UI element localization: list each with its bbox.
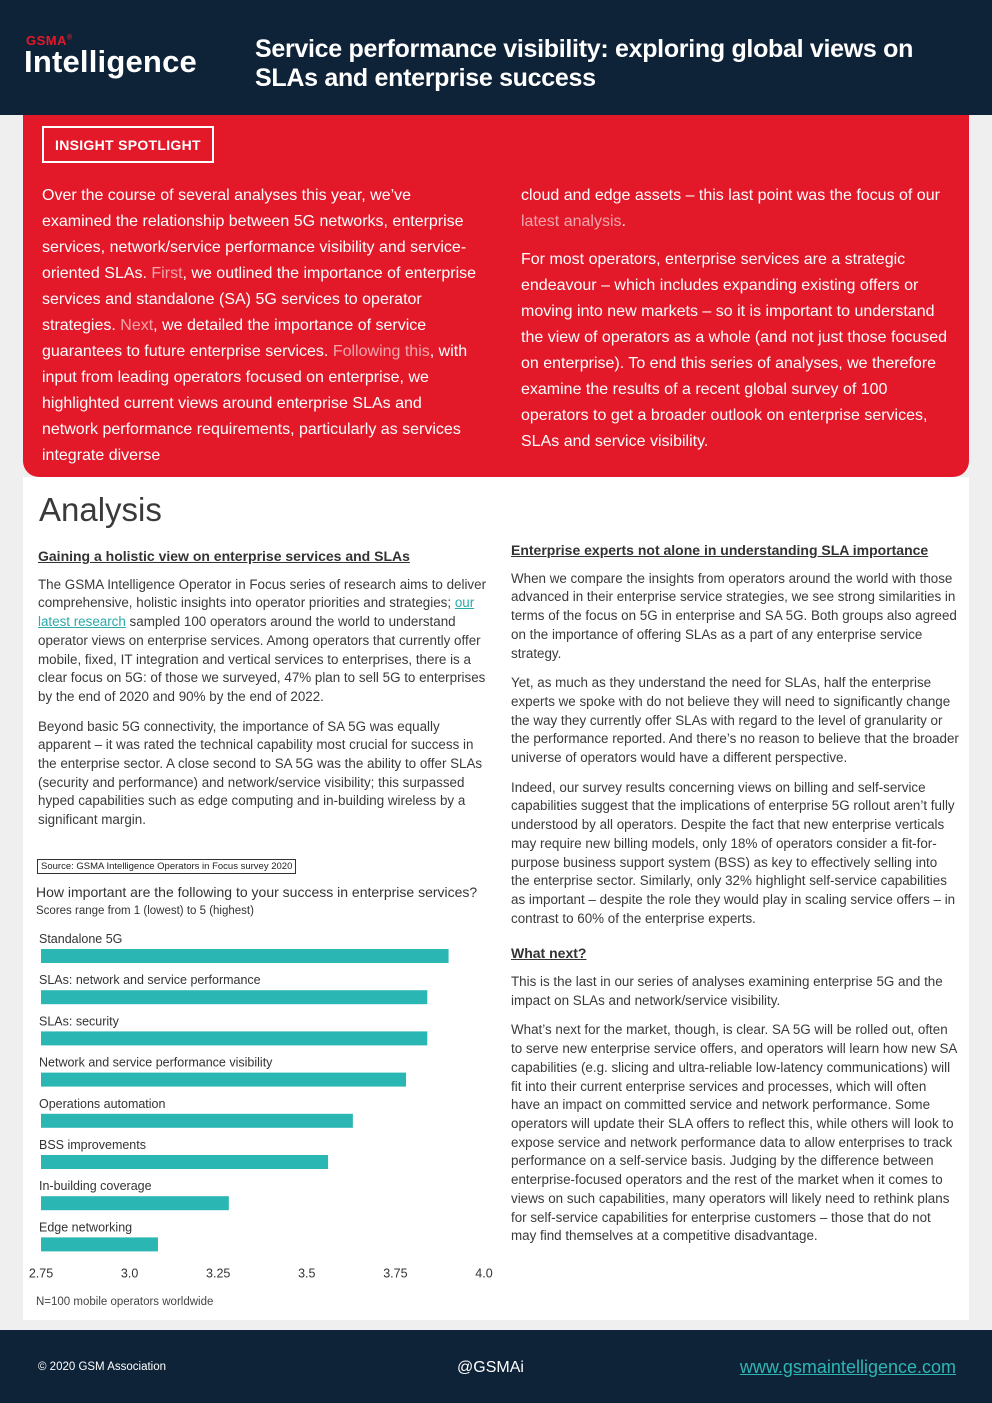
page-header — [0, 0, 992, 115]
category-label: Edge networking — [39, 1220, 133, 1235]
text: sampled 100 operators around the world to understand operator views on enterprise services. Among operators that currently offer mobile, fixed, IT integration and vertical services to enterprises, there is a clear focus on 5G: of those we surveyed, 47% plan to sell 5G to enterprises by the end of 2020 and 90% by the end of 2022. — [38, 614, 486, 704]
text: , we outlined the importance of enterprise services and standalone (SA) 5G services to operator strategies. — [42, 265, 477, 334]
category-label: In-building coverage — [39, 1179, 152, 1194]
page-title: Service performance visibility: exploring global views on SLAs and enterprise success — [255, 35, 914, 92]
paragraph: Indeed, our survey results concerning views on billing and self-service capabilities suggest that the implications of enterprise 5G rollout aren’t fully understood by all operators. Despite the fact that new enterprise verticals may require new billing models, only 18% of operators consider a fit-for-purpose business support system (BSS) as key to effectively selling into the enterprise sector. Similarly, only 32% highlight self-service capabilities as important – despite the role they would play in scaling service offers – in contrast to 60% of the enterprise experts. — [511, 779, 956, 926]
bar — [41, 1237, 158, 1251]
text: The GSMA Intelligence Operator in Focus series of research aims to deliver comprehensive, holistic insights into operator priorities and strategies; — [38, 576, 487, 611]
chart-subtitle: Scores range from 1 (lowest) to 5 (highest) — [36, 905, 254, 917]
bar — [41, 949, 449, 963]
paragraph: Beyond basic 5G connectivity, the importance of SA 5G was equally apparent – it was rated the technical capability most crucial for success in the enterprise sector. A close second to SA 5G was the ability to offer SLAs (security and performance) and network/service visibility; this surpassed hyped capabilities such as edge computing and in-building wireless by a significant margin. — [38, 718, 483, 828]
category-label: Operations automation — [39, 1096, 166, 1111]
intelligence-logo-text: Intelligence — [24, 44, 197, 79]
bar — [41, 1031, 427, 1045]
chart-plot — [23, 919, 493, 1289]
text: cloud and edge assets – this last point was the focus of our — [521, 187, 940, 204]
chart-title: How important are the following to your success in enterprise services? — [36, 884, 478, 900]
next-link[interactable]: Next — [120, 317, 154, 334]
text: , with input from leading operators focused on enterprise, we highlighted current views around enterprise SLAs and network performance requirements, particularly as services integrate diverse — [42, 343, 468, 464]
first-link[interactable]: First — [151, 265, 183, 282]
chart-note: N=100 mobile operators worldwide — [36, 1296, 214, 1308]
paragraph: When we compare the insights from operators around the world with those advanced in their enterprise service strategies, we see strong similarities in terms of the focus on 5G in enterprise and SA 5G. Both groups also agreed on the importance of offering SLAs as a part of any enterprise service strategy. — [511, 570, 957, 661]
bar — [41, 1196, 229, 1210]
spotlight-paragraph — [521, 183, 951, 235]
bar — [41, 1073, 406, 1087]
section-heading: What next? — [511, 945, 587, 962]
following-this-link[interactable]: Following this — [332, 343, 430, 360]
analysis-heading: Analysis — [39, 491, 162, 528]
bar — [41, 990, 427, 1004]
x-tick-label: 3.0 — [120, 1266, 139, 1281]
spotlight-right-column — [521, 183, 951, 467]
page-footer — [0, 1330, 992, 1403]
category-label: BSS improvements — [39, 1138, 146, 1152]
section-heading: Gaining a holistic view on enterprise services and SLAs — [38, 548, 410, 564]
our-latest-research-link[interactable]: our latest research — [38, 595, 475, 630]
text: Over the course of several analyses this year, we’ve examined the relationship between 5G networks, enterprise services, network/service performance visibility and service-oriented SLAs. — [42, 187, 467, 282]
gsma-logo-text: GSMA® — [26, 33, 73, 48]
text: , we detailed the importance of service guarantees to future enterprise services. — [42, 317, 427, 360]
x-tick-label: 3.25 — [206, 1266, 231, 1281]
text: . — [621, 213, 626, 230]
paragraph: This is the last in our series of analyses examining enterprise 5G and the impact on SLAs and network/service visibility. — [511, 974, 943, 1008]
insight-spotlight-badge: INSIGHT SPOTLIGHT — [42, 126, 214, 163]
chart-source: Source: GSMA Intelligence Operators in Focus survey 2020 — [37, 859, 296, 874]
analysis-right-column — [511, 541, 959, 1257]
category-label: Network and service performance visibility — [39, 1055, 273, 1070]
x-tick-label: 4.0 — [475, 1266, 493, 1281]
paragraph: Yet, as much as they understand the need for SLAs, half the enterprise experts we spoke with do not believe they will need to significantly change the way they currently offer SLAs with regard to the level of granularity or the performance reported. And there’s no reason to believe that the broader universe of operators would have a different perspective. — [511, 675, 959, 766]
analysis-left-column — [38, 547, 488, 841]
copyright: © 2020 GSM Association — [38, 1361, 167, 1373]
spotlight-paragraph: For most operators, enterprise services are a strategic endeavour – which includes expanding existing offers or moving into new markets – so it is important to understand the view of operators as a whole (and not just those focused on enterprise). To end this series of analyses, we therefore examine the results of a recent global survey of 100 operators to get a broader outlook on enterprise services, SLAs and service visibility. — [521, 251, 948, 450]
category-label: Standalone 5G — [39, 932, 123, 946]
category-label: SLAs: network and service performance — [39, 973, 261, 988]
x-tick-label: 3.75 — [383, 1266, 408, 1281]
spotlight-left-column — [42, 183, 482, 481]
spotlight-paragraph — [42, 183, 482, 469]
bar — [41, 1155, 328, 1169]
website-link[interactable]: www.gsmaintelligence.com — [739, 1357, 956, 1377]
section-heading: Enterprise experts not alone in understanding SLA importance — [511, 542, 929, 558]
latest-analysis-link[interactable]: latest analysis — [521, 213, 622, 230]
category-label: SLAs: security — [39, 1014, 119, 1029]
paragraph — [38, 576, 488, 707]
insight-spotlight-panel — [23, 115, 969, 477]
twitter-handle: @GSMAi — [457, 1359, 524, 1376]
x-tick-label: 2.75 — [28, 1266, 54, 1281]
analysis-section — [23, 477, 969, 1320]
bar — [41, 1114, 353, 1128]
paragraph: What’s next for the market, though, is clear. SA 5G will be rolled out, often to serve new enterprise service offers, and operators will learn how new SA capabilities (e.g. slicing and ultra-reliable low-latency communications) will fit into their current enterprise services and processes, which will often have an impact on committed service and network performance. Some operators will update their SLA offers to reflect this, while others will look to expose service and network performance data to allow enterprises to track performance on a self-service basis. Judging by the difference between enterprise-focused operators and the rest of the market when it comes to views on such capabilities, many operators will likely need to rethink plans for self-service capabilities for enterprise customers – those that do not may find themselves at a competitive disadvantage. — [511, 1022, 957, 1244]
x-tick-label: 3.5 — [298, 1266, 316, 1281]
